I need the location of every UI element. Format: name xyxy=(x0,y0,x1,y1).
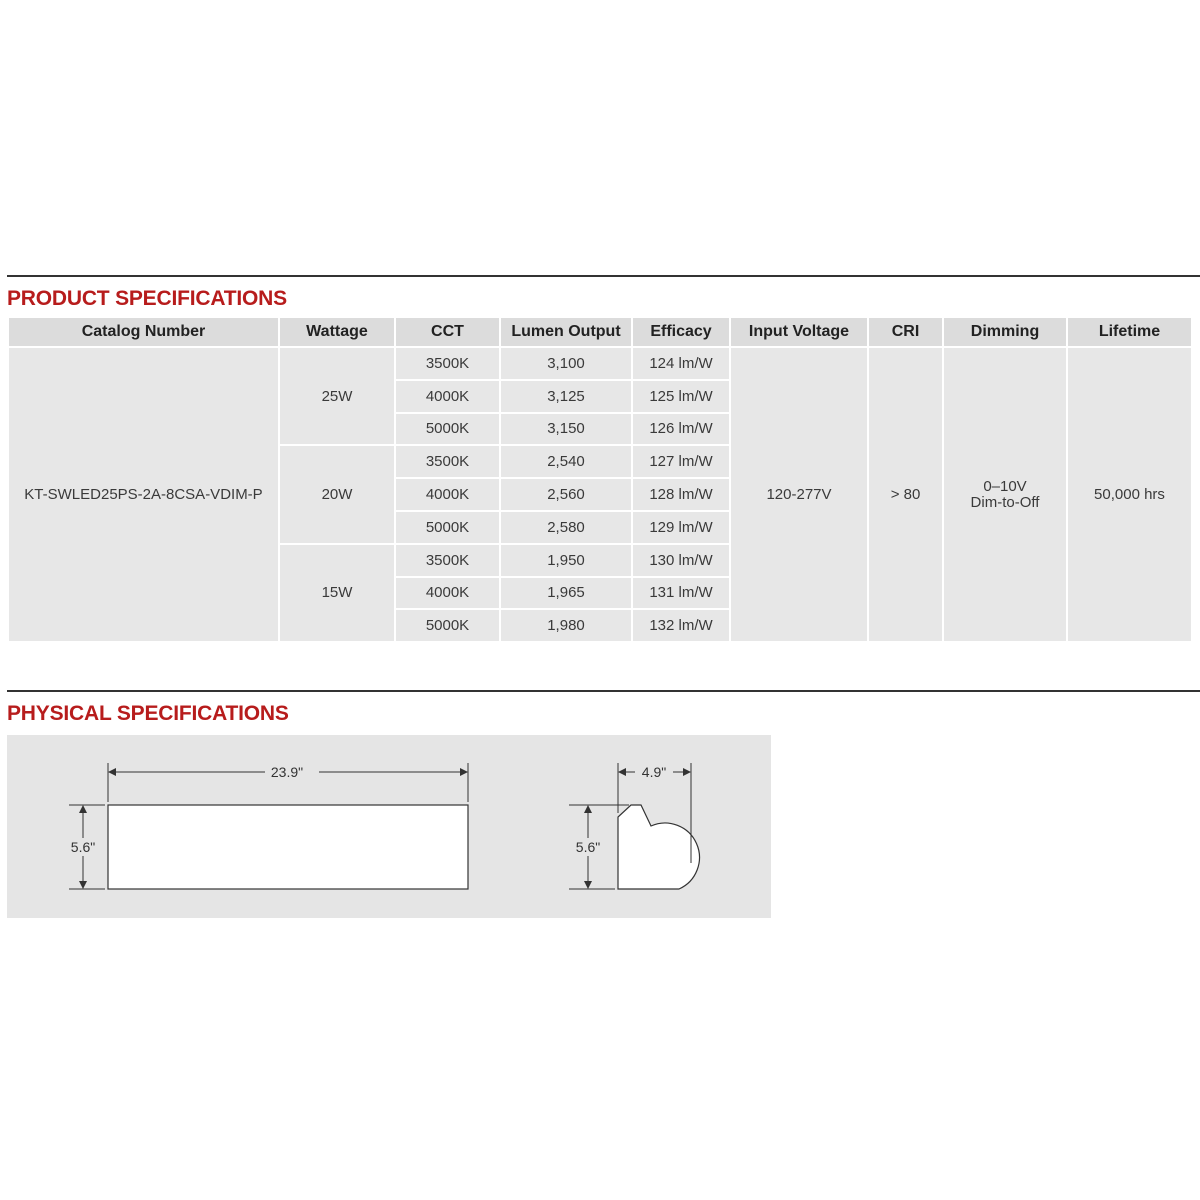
cct-cell: 4000K xyxy=(396,479,499,510)
physical-specs-title: PHYSICAL SPECIFICATIONS xyxy=(7,702,289,725)
efficacy-cell: 128 lm/W xyxy=(633,479,729,510)
middle-divider xyxy=(7,690,1200,692)
catalog-number-cell: KT-SWLED25PS-2A-8CSA-VDIM-P xyxy=(9,348,278,641)
dimming-range: 0–10V xyxy=(983,477,1027,495)
column-header-cri: CRI xyxy=(869,318,942,346)
cct-cell: 5000K xyxy=(396,414,499,445)
side-depth-label: 4.9" xyxy=(641,764,667,780)
dimension-drawing xyxy=(7,735,771,918)
front-view-diagram xyxy=(67,763,468,889)
column-header-dimming: Dimming xyxy=(944,318,1066,346)
column-header-catalog-number: Catalog Number xyxy=(9,318,278,346)
lumen-cell: 3,125 xyxy=(501,381,631,412)
cct-cell: 4000K xyxy=(396,381,499,412)
top-divider xyxy=(7,275,1200,277)
efficacy-cell: 132 lm/W xyxy=(633,610,729,641)
dimming-type: Dim-to-Off xyxy=(970,493,1040,511)
efficacy-cell: 125 lm/W xyxy=(633,381,729,412)
wattage-cell: 15W xyxy=(280,545,394,641)
lumen-cell: 2,580 xyxy=(501,512,631,543)
physical-specs-panel xyxy=(7,735,771,918)
cct-cell: 3500K xyxy=(396,446,499,477)
side-height-label: 5.6" xyxy=(575,839,601,855)
column-header-cct: CCT xyxy=(396,318,499,346)
front-view-outline xyxy=(108,805,468,889)
cct-cell: 3500K xyxy=(396,348,499,379)
lumen-cell: 2,560 xyxy=(501,479,631,510)
table-row xyxy=(9,348,1191,379)
product-specs-title: PRODUCT SPECIFICATIONS xyxy=(7,287,287,310)
column-header-wattage: Wattage xyxy=(280,318,394,346)
efficacy-cell: 127 lm/W xyxy=(633,446,729,477)
input-voltage-cell: 120-277V xyxy=(731,348,867,641)
column-header-input-voltage: Input Voltage xyxy=(731,318,867,346)
column-header-lumen-output: Lumen Output xyxy=(501,318,631,346)
lifetime-cell: 50,000 hrs xyxy=(1068,348,1191,641)
efficacy-cell: 129 lm/W xyxy=(633,512,729,543)
column-header-lifetime: Lifetime xyxy=(1068,318,1191,346)
efficacy-cell: 131 lm/W xyxy=(633,578,729,609)
front-width-label: 23.9" xyxy=(270,764,304,780)
lumen-cell: 3,100 xyxy=(501,348,631,379)
cct-cell: 5000K xyxy=(396,610,499,641)
lumen-cell: 1,980 xyxy=(501,610,631,641)
cct-cell: 3500K xyxy=(396,545,499,576)
cct-cell: 5000K xyxy=(396,512,499,543)
dimming-cell xyxy=(944,348,1066,641)
wattage-cell: 20W xyxy=(280,446,394,542)
lumen-cell: 1,950 xyxy=(501,545,631,576)
side-view-diagram xyxy=(569,763,699,889)
efficacy-cell: 130 lm/W xyxy=(633,545,729,576)
front-height-label: 5.6" xyxy=(70,839,96,855)
efficacy-cell: 124 lm/W xyxy=(633,348,729,379)
lumen-cell: 2,540 xyxy=(501,446,631,477)
product-specs-table xyxy=(7,316,1193,643)
wattage-cell: 25W xyxy=(280,348,394,444)
column-header-efficacy: Efficacy xyxy=(633,318,729,346)
efficacy-cell: 126 lm/W xyxy=(633,414,729,445)
lumen-cell: 3,150 xyxy=(501,414,631,445)
cri-cell: > 80 xyxy=(869,348,942,641)
lumen-cell: 1,965 xyxy=(501,578,631,609)
cct-cell: 4000K xyxy=(396,578,499,609)
side-view-outline xyxy=(618,805,699,889)
table-header-row xyxy=(9,318,1191,346)
